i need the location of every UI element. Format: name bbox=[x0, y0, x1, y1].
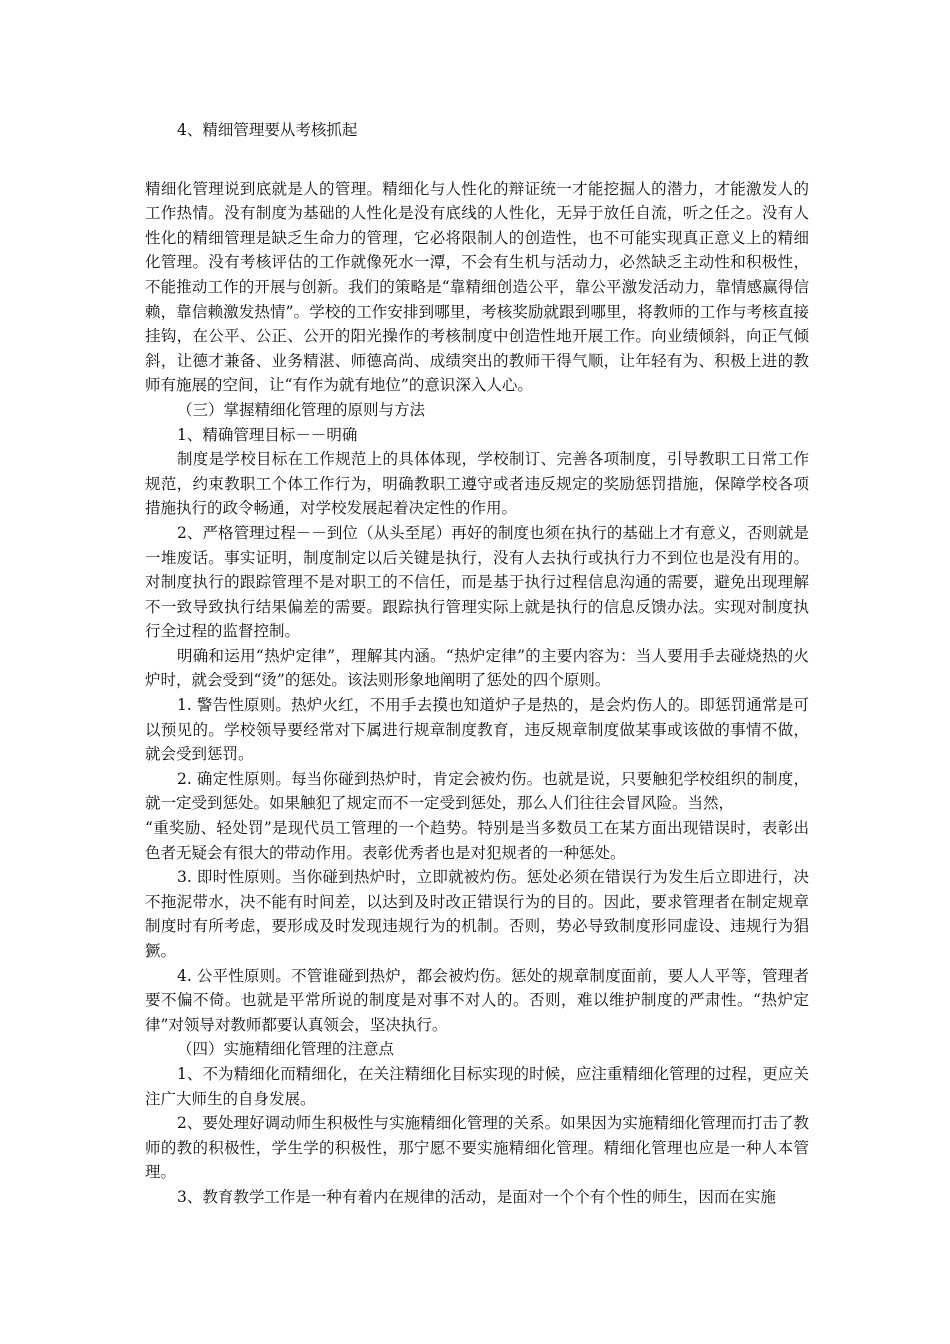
item-1-title: 1、精确管理目标－－明确 bbox=[177, 425, 358, 444]
paragraph-intro: 精细化管理说到底就是人的管理。精细化与人性化的辩证统一才能挖掘人的潜力，才能激发人的工作热情。没有制度为基础的人性化是没有底线的人性化，无异于放任自流，听之任之。没有人性化的精细管理是缺乏生命力的管理，它必将限制人的创造性，也不可能实现真正意义上的精细化管理。没有考核评估的工作就像死水一潭，不会有生机与活动力，必然缺乏主动性和积极性，不能推动工作的开展与创新。我们的策略是“靠精细创造公平，靠公平激发活动力，靠情感赢得信赖，靠信赖激发热情”。学校的工作安排到哪里，考核奖励就跟到哪里，将教师的工作与考核直接挂钩，在公平、公正、公开的阳光操作的考核制度中创造性地开展工作。向业绩倾斜，向正气倾斜，让德才兼备、业务精湛、师德高尚、成绩突出的教师干得气顺，让年轻有为、积极上进的教师有施展的空间，让“有作为就有地位”的意识深入人心。 bbox=[145, 179, 809, 395]
principle-2-part-a: 2. 确定性原则。每当你碰到热炉时，肯定会被灼伤。也就是说，只要触犯学校组织的制度，就一定受到惩处。如果触犯了规定而不一定受到惩处，那么人们往往会冒风险。当然， bbox=[145, 769, 809, 813]
item-1-body: 制度是学校目标在工作规范上的具体体现，学校制订、完善各项制度，引导教职工日常工作规范，约束教职工个体工作行为，明确教职工遵守或者违反规定的奖励惩罚措施，保障学校各项措施执行的政令畅通，对学校发展起着决定性的作用。 bbox=[145, 450, 809, 518]
principle-4: 4. 公平性原则。不管谁碰到热炉，都会被灼伤。惩处的规章制度面前，要人人平等，管理者要不偏不倚。也就是平常所说的制度是对事不对人的。否则，难以维护制度的严肃性。“热炉定律”对领导对教师都要认真领会，坚决执行。 bbox=[145, 966, 809, 1034]
note-2: 2、要处理好调动师生积极性与实施精细化管理的关系。如果因为实施精细化管理而打击了教师的教的积极性，学生学的积极性，那宁愿不要实施精细化管理。精细化管理也应是一种人本管理。 bbox=[145, 1114, 809, 1182]
section-heading-3: （三）掌握精细化管理的原则与方法 bbox=[177, 400, 426, 419]
principle-1: 1. 警告性原则。热炉火红，不用手去摸也知道炉子是热的，是会灼伤人的。即惩罚通常是可以预见的。学校领导要经常对下属进行规章制度教育，违反规章制度做某事或该做的事情不做，就会受到惩罚。 bbox=[145, 696, 809, 764]
spacer bbox=[145, 143, 809, 177]
note-3: 3、教育教学工作是一种有着内在规律的活动，是面对一个个有个性的师生，因而在实施 bbox=[177, 1187, 776, 1206]
section-heading-4: 4、精细管理要从考核抓起 bbox=[177, 121, 358, 139]
item-2-paragraph: 2、严格管理过程－－到位（从头至尾）再好的制度也须在执行的基础上才有意义，否则就是一堆废话。事实证明，制度制定以后关键是执行，没有人去执行或执行力不到位也是没有用的。对制度执行的跟踪管理不是对职工的不信任，而是基于执行过程信息沟通的需要，避免出现理解不一致导致执行结果偏差的需要。跟踪执行管理实际上就是执行的信息反馈办法。实现对制度执行全过程的监督控制。 bbox=[145, 523, 809, 641]
principle-3: 3. 即时性原则。当你碰到热炉时，立即就被灼伤。惩处必须在错误行为发生后立即进行，决不拖泥带水，决不能有时间差，以达到及时改正错误行为的目的。因此，要求管理者在制定规章制度时有所考虑，要形成及时发现违规行为的机制。否则，势必导致制度形同虚设、违规行为猖獗。 bbox=[145, 868, 809, 960]
hot-stove-intro: 明确和运用“热炉定律”，理解其内涵。“热炉定律”的主要内容为：当人要用手去碰烧热的火炉时，就会受到“烫”的惩处。该法则形象地阐明了惩处的四个原则。 bbox=[145, 646, 809, 690]
principle-2-part-b: “重奖励、轻处罚”是现代员工管理的一个趋势。特别是当多数员工在某方面出现错误时，表彰出色者无疑会有很大的带动作用。表彰优秀者也是对犯规者的一种惩处。 bbox=[145, 819, 809, 862]
section-heading-4-notes: （四）实施精细化管理的注意点 bbox=[177, 1040, 395, 1059]
document-page bbox=[145, 118, 809, 1210]
note-1: 1、不为精细化而精细化，在关注精细化目标实现的时候，应注重精细化管理的过程，更应关注广大师生的自身发展。 bbox=[145, 1064, 809, 1108]
